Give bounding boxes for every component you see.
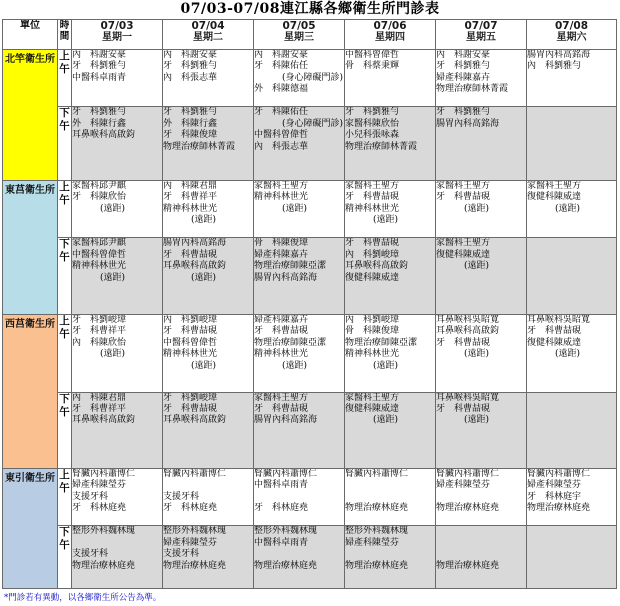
clinic-entry: 物理治療林庭堯 (436, 560, 500, 571)
footnote: *門診若有異動，以各鄉衛生所公告為準。 (4, 593, 162, 603)
clinic-entry: 牙 科劉雅勻 (436, 107, 491, 118)
schedule-cell (436, 392, 527, 469)
schedule-cell (436, 526, 527, 589)
clinic-entry: 整形外科魏林瑰 (254, 526, 318, 537)
schedule-cell (163, 526, 254, 589)
day-date: 07/03 (100, 20, 134, 32)
clinic-entry: 精神科林世光 (345, 203, 400, 214)
clinic-entry: (遠距) (100, 203, 126, 214)
clinic-entry: 中醫科曾偉哲 (72, 249, 127, 260)
schedule-cell (254, 469, 345, 526)
clinic-entry: 復健科陳威達 (527, 192, 582, 203)
clinic-entry: 腸胃內科高銘海 (254, 415, 318, 426)
schedule-cell (163, 392, 254, 469)
station-name: 西莒衛生所 (3, 314, 58, 468)
clinic-entry: 內 科劉峻瑋 (345, 314, 400, 325)
clinic-entry: (遠距) (191, 215, 217, 226)
clinic-entry: 牙 科陳佑任 (254, 61, 309, 72)
schedule-cell (163, 314, 254, 392)
clinic-entry: 物理治療林庭堯 (254, 560, 318, 571)
schedule-cell (254, 50, 345, 107)
clinic-entry: 骨 科陳俊瑋 (345, 326, 400, 337)
clinic-entry: (身心障礙門診) (282, 118, 344, 129)
clinic-entry (163, 480, 253, 491)
clinic-entry: 牙 科曹喆硯 (163, 249, 218, 260)
schedule-cell (345, 180, 436, 237)
clinic-entry: 耳鼻喉科高啟鈞 (345, 261, 409, 272)
clinic-entry: 牙 科曹喆硯 (254, 326, 309, 337)
clinic-entry: 腸胃內科高銘海 (254, 272, 318, 283)
clinic-entry: 支援牙科 (72, 491, 109, 502)
station-name: 東引衛生所 (3, 469, 58, 589)
clinic-entry: 耳鼻喉科高啟鈞 (72, 415, 136, 426)
clinic-entry: 整形外科魏林瑰 (163, 526, 227, 537)
station-am-row (3, 314, 617, 392)
clinic-entry: 家醫科王聖方 (254, 392, 309, 403)
clinic-entry: 家醫科王聖方 (345, 180, 400, 191)
day-weekday: 星期三 (284, 32, 314, 43)
clinic-entry: 家醫科邱尹麒 (72, 238, 127, 249)
clinic-entry: 牙 科林庭堯 (163, 503, 218, 514)
clinic-entry: 外 科陳行鑫 (72, 118, 127, 129)
page-title: 07/03-07/08連江縣各鄉衛生所門診表 (180, 1, 440, 17)
clinic-entry (436, 549, 526, 560)
clinic-entry (345, 549, 435, 560)
header-row (3, 20, 617, 50)
schedule-cell (163, 180, 254, 237)
station-pm-row (3, 392, 617, 469)
clinic-entry: 中醫科曾偉哲 (163, 337, 218, 348)
schedule-cell (527, 50, 617, 107)
clinic-entry: 耳鼻喉科高啟鈞 (436, 326, 500, 337)
clinic-entry: 支援牙科 (163, 549, 200, 560)
clinic-entry: 牙 科劉雅勻 (72, 107, 127, 118)
clinic-entry: 內 科陳君鼎 (163, 180, 218, 191)
clinic-entry: 婦產科陳嘉卉 (436, 72, 491, 83)
clinic-entry: (遠距) (464, 261, 490, 272)
clinic-entry: 牙 科曹祥平 (72, 326, 127, 337)
clinic-entry: 牙 科劉雅勻 (436, 61, 491, 72)
station-pm-row (3, 526, 617, 589)
clinic-entry: 內 科張志華 (254, 141, 309, 152)
schedule-cell (436, 107, 527, 181)
clinic-entry: 外 科陳行鑫 (163, 118, 218, 129)
clinic-schedule-table (2, 19, 617, 589)
clinic-entry: 腎臟內科蕭博仁 (436, 469, 500, 480)
clinic-entry: (遠距) (373, 415, 399, 426)
clinic-entry: 小兒科張咏森 (345, 130, 400, 141)
schedule-cell (436, 180, 527, 237)
schedule-cell (254, 107, 345, 181)
clinic-entry: (遠距) (282, 360, 308, 371)
clinic-entry: 牙 科劉雅勻 (345, 107, 400, 118)
day-weekday: 星期二 (193, 32, 223, 43)
clinic-entry: 內 科謝安豪 (254, 50, 309, 60)
schedule-cell (72, 180, 163, 237)
schedule-cell (345, 526, 436, 589)
clinic-entry: 牙 科劉峻瑋 (72, 314, 127, 325)
clinic-entry: 家醫科王聖方 (254, 180, 309, 191)
clinic-entry: 腎臟內科蕭博仁 (345, 469, 409, 480)
schedule-cell (345, 469, 436, 526)
schedule-cell (163, 469, 254, 526)
morning-label: 上午 (58, 314, 72, 392)
clinic-entry: 內 科張志華 (163, 72, 218, 83)
clinic-entry: 牙 科曹祥平 (72, 403, 127, 414)
clinic-entry: 物理治療師林菁霞 (345, 141, 418, 152)
clinic-entry: (遠距) (464, 203, 490, 214)
clinic-entry: 婦產科陳瑩芬 (72, 480, 127, 491)
clinic-entry: 復健科陳威達 (345, 403, 400, 414)
morning-label: 上午 (58, 50, 72, 107)
clinic-entry: 內 科劉峻瑋 (163, 314, 218, 325)
clinic-entry: 支援牙科 (72, 549, 109, 560)
clinic-entry: 耳鼻喉科吳昭寬 (527, 314, 591, 325)
clinic-entry: 牙 科林庭堯 (254, 503, 309, 514)
station-name: 東莒衛生所 (3, 180, 58, 314)
schedule-cell (436, 469, 527, 526)
clinic-entry: 家醫科邱尹麒 (72, 180, 127, 191)
clinic-entry: (遠距) (191, 360, 217, 371)
day-date: 07/05 (282, 20, 316, 32)
clinic-entry: 物理治療林庭堯 (345, 560, 409, 571)
clinic-entry: 牙 科陳佑任 (254, 107, 309, 118)
clinic-entry: 腎臟內科蕭博仁 (72, 469, 136, 480)
clinic-entry: 物理治療師林菁霞 (163, 141, 236, 152)
clinic-entry: 牙 科曹喆硯 (254, 403, 309, 414)
day-header (436, 20, 527, 50)
clinic-entry: 牙 科曹喆硯 (436, 192, 491, 203)
day-header (345, 20, 436, 50)
schedule-cell (527, 392, 617, 469)
station-am-row (3, 180, 617, 237)
schedule-cell (254, 314, 345, 392)
clinic-entry: (遠距) (555, 349, 581, 360)
schedule-cell (72, 107, 163, 181)
morning-label: 上午 (58, 180, 72, 237)
clinic-entry: 物理治療師陳亞潔 (254, 261, 327, 272)
clinic-entry: 牙 科林庭宇 (527, 491, 582, 502)
schedule-cell (72, 392, 163, 469)
clinic-entry: 物理治療林庭堯 (527, 503, 591, 514)
station-pm-row (3, 238, 617, 315)
clinic-entry: (遠距) (191, 272, 217, 283)
clinic-entry: 牙 科林庭堯 (72, 503, 127, 514)
clinic-entry: 中醫科卓雨青 (254, 537, 309, 548)
clinic-entry: 復健科陳威達 (345, 272, 400, 283)
clinic-entry: 物理治療師陳亞潔 (345, 337, 418, 348)
clinic-entry: 腸胃內科高銘海 (163, 238, 227, 249)
clinic-entry: 精神科林世光 (163, 203, 218, 214)
clinic-entry: 婦產科陳瑩芬 (527, 480, 582, 491)
clinic-entry: 牙 科劉雅勻 (72, 61, 127, 72)
clinic-entry: 中醫科曾偉哲 (345, 50, 400, 60)
clinic-entry: 牙 科曹喆硯 (436, 337, 491, 348)
afternoon-label: 下午 (58, 526, 72, 589)
afternoon-label: 下午 (58, 392, 72, 469)
schedule-cell (527, 314, 617, 392)
clinic-entry: 內 科劉雅勻 (527, 61, 582, 72)
schedule-cell (527, 107, 617, 181)
schedule-cell (72, 469, 163, 526)
schedule-cell (436, 50, 527, 107)
schedule-cell (527, 180, 617, 237)
clinic-entry: 精神科林世光 (72, 261, 127, 272)
clinic-entry: 耳鼻喉科高啟鈞 (163, 261, 227, 272)
schedule-cell (436, 314, 527, 392)
clinic-entry: 婦產科陳嘉卉 (254, 314, 309, 325)
clinic-entry: 中醫科卓雨青 (72, 72, 127, 83)
station-pm-row (3, 107, 617, 181)
morning-label: 上午 (58, 469, 72, 526)
clinic-entry: 復健科陳威達 (436, 249, 491, 260)
clinic-entry: (遠距) (282, 203, 308, 214)
clinic-entry: 支援牙科 (163, 491, 200, 502)
clinic-entry: 中醫科卓雨青 (254, 480, 309, 491)
day-weekday: 星期五 (466, 32, 496, 43)
clinic-entry: 內 科謝安豪 (163, 50, 218, 60)
unit-header: 單位 (3, 20, 58, 50)
clinic-entry: 牙 科曹喆硯 (163, 326, 218, 337)
clinic-entry: 腸胃內科高銘海 (436, 118, 500, 129)
schedule-cell (163, 238, 254, 315)
clinic-entry: 牙 科曹祥平 (163, 192, 218, 203)
clinic-entry: 耳鼻喉科吳昭寬 (436, 392, 500, 403)
clinic-entry: 腎臟內科蕭博仁 (254, 469, 318, 480)
clinic-entry: 物理治療師林菁霞 (436, 84, 509, 95)
schedule-cell (345, 392, 436, 469)
day-date: 07/04 (191, 20, 225, 32)
schedule-cell (72, 314, 163, 392)
station-am-row (3, 50, 617, 107)
clinic-entry: (遠距) (464, 349, 490, 360)
afternoon-label: 下午 (58, 238, 72, 315)
clinic-entry: 家醫科王聖方 (436, 180, 491, 191)
schedule-cell (436, 238, 527, 315)
clinic-entry: 內 科陳欣怡 (72, 337, 127, 348)
clinic-entry: 物理治療林庭堯 (163, 560, 227, 571)
clinic-entry (436, 526, 526, 537)
clinic-entry: (遠距) (555, 203, 581, 214)
clinic-entry: 家醫科王聖方 (527, 180, 582, 191)
clinic-entry: 精神科林世光 (254, 349, 309, 360)
clinic-entry (72, 538, 162, 549)
clinic-entry: 牙 科曹喆硯 (345, 238, 400, 249)
clinic-entry: 腸胃內科高銘海 (527, 50, 591, 60)
clinic-entry: 牙 科曹喆硯 (436, 403, 491, 414)
clinic-entry: 精神科林世光 (254, 192, 309, 203)
clinic-entry (436, 538, 526, 549)
clinic-entry: 骨 科陳俊瑋 (254, 238, 309, 249)
clinic-entry: 牙 科陳欣怡 (72, 192, 127, 203)
clinic-entry (345, 480, 435, 491)
clinic-entry: 家醫科陳欣怡 (345, 118, 400, 129)
station-am-row (3, 469, 617, 526)
clinic-entry: 內 科謝安豪 (72, 50, 127, 60)
clinic-entry: (遠距) (373, 215, 399, 226)
clinic-entry: 物理治療林庭堯 (345, 503, 409, 514)
schedule-cell (72, 238, 163, 315)
day-weekday: 星期一 (102, 32, 132, 43)
clinic-entry: 內 科劉峻璋 (345, 249, 400, 260)
clinic-entry: (身心障礙門診) (282, 72, 344, 83)
clinic-entry: 牙 科陳俊瑋 (163, 130, 218, 141)
day-date: 07/08 (554, 20, 589, 32)
schedule-cell (254, 392, 345, 469)
clinic-entry: 復健科陳威達 (527, 337, 582, 348)
clinic-entry: 骨 科蔡秉輝 (345, 61, 400, 72)
clinic-entry: 牙 科曹喆硯 (163, 403, 218, 414)
clinic-entry: 耳鼻喉科吳昭寬 (436, 314, 500, 325)
clinic-entry: 內 科謝安豪 (436, 50, 491, 60)
day-header (72, 20, 163, 50)
clinic-entry: 家醫科王聖方 (345, 392, 400, 403)
schedule-cell (527, 238, 617, 315)
clinic-entry: 婦產科陳瑩芬 (345, 537, 400, 548)
clinic-entry: 腎臟內科蕭博仁 (163, 469, 227, 480)
time-header: 時間 (58, 20, 72, 50)
clinic-entry: (遠距) (373, 360, 399, 371)
schedule-cell (527, 469, 617, 526)
clinic-entry: 物理治療師陳亞潔 (254, 337, 327, 348)
day-header (527, 20, 617, 50)
clinic-entry: (遠距) (100, 272, 126, 283)
schedule-cell (254, 526, 345, 589)
schedule-cell (527, 526, 617, 589)
schedule-cell (163, 107, 254, 181)
clinic-entry: 婦產科陳瑩芬 (436, 480, 491, 491)
clinic-entry: 精神科林世光 (163, 349, 218, 360)
clinic-entry: 整形外科魏林瑰 (72, 526, 136, 537)
day-date: 07/07 (464, 20, 498, 32)
clinic-entry: 家醫科王聖方 (436, 238, 491, 249)
clinic-entry: 婦產科陳瑩芬 (163, 537, 218, 548)
schedule-cell (254, 180, 345, 237)
clinic-entry: 精神科林世光 (345, 349, 400, 360)
clinic-entry: 內 科陳君鼎 (72, 392, 127, 403)
day-header (163, 20, 254, 50)
schedule-cell (345, 238, 436, 315)
clinic-entry: 婦產科陳嘉卉 (254, 249, 309, 260)
schedule-cell (72, 50, 163, 107)
schedule-cell (72, 526, 163, 589)
clinic-entry (436, 492, 526, 503)
clinic-entry: 物理治療林庭堯 (436, 503, 500, 514)
schedule-cell (254, 238, 345, 315)
clinic-entry (345, 492, 435, 503)
clinic-entry: 物理治療林庭堯 (72, 560, 136, 571)
clinic-entry: (遠距) (464, 415, 490, 426)
clinic-entry: 耳鼻喉科高啟鈞 (163, 415, 227, 426)
clinic-entry (254, 492, 344, 503)
station-name: 北竿衛生所 (3, 50, 58, 181)
day-weekday: 星期六 (556, 32, 587, 43)
clinic-entry: 牙 科劉雅勻 (163, 107, 218, 118)
schedule-cell (163, 50, 254, 107)
clinic-entry: 腎臟內科蕭博仁 (527, 469, 591, 480)
clinic-entry: 耳鼻喉科高啟鈞 (72, 130, 136, 141)
clinic-entry: 牙 科曹喆硯 (345, 192, 400, 203)
clinic-entry: 牙 科劉峻瑋 (163, 392, 218, 403)
clinic-entry: 中醫科曾偉哲 (254, 130, 309, 141)
afternoon-label: 下午 (58, 107, 72, 181)
schedule-cell (345, 314, 436, 392)
clinic-entry: 牙 科曹喆硯 (527, 326, 582, 337)
day-date: 07/06 (373, 20, 407, 32)
schedule-cell (345, 50, 436, 107)
clinic-entry (254, 549, 344, 560)
schedule-cell (345, 107, 436, 181)
day-header (254, 20, 345, 50)
clinic-entry: 牙 科劉雅勻 (163, 61, 218, 72)
clinic-entry: (遠距) (100, 349, 126, 360)
day-weekday: 星期四 (375, 32, 405, 43)
clinic-entry: 整形外科魏林瑰 (345, 526, 409, 537)
clinic-entry: 外 科陳德福 (254, 84, 309, 95)
